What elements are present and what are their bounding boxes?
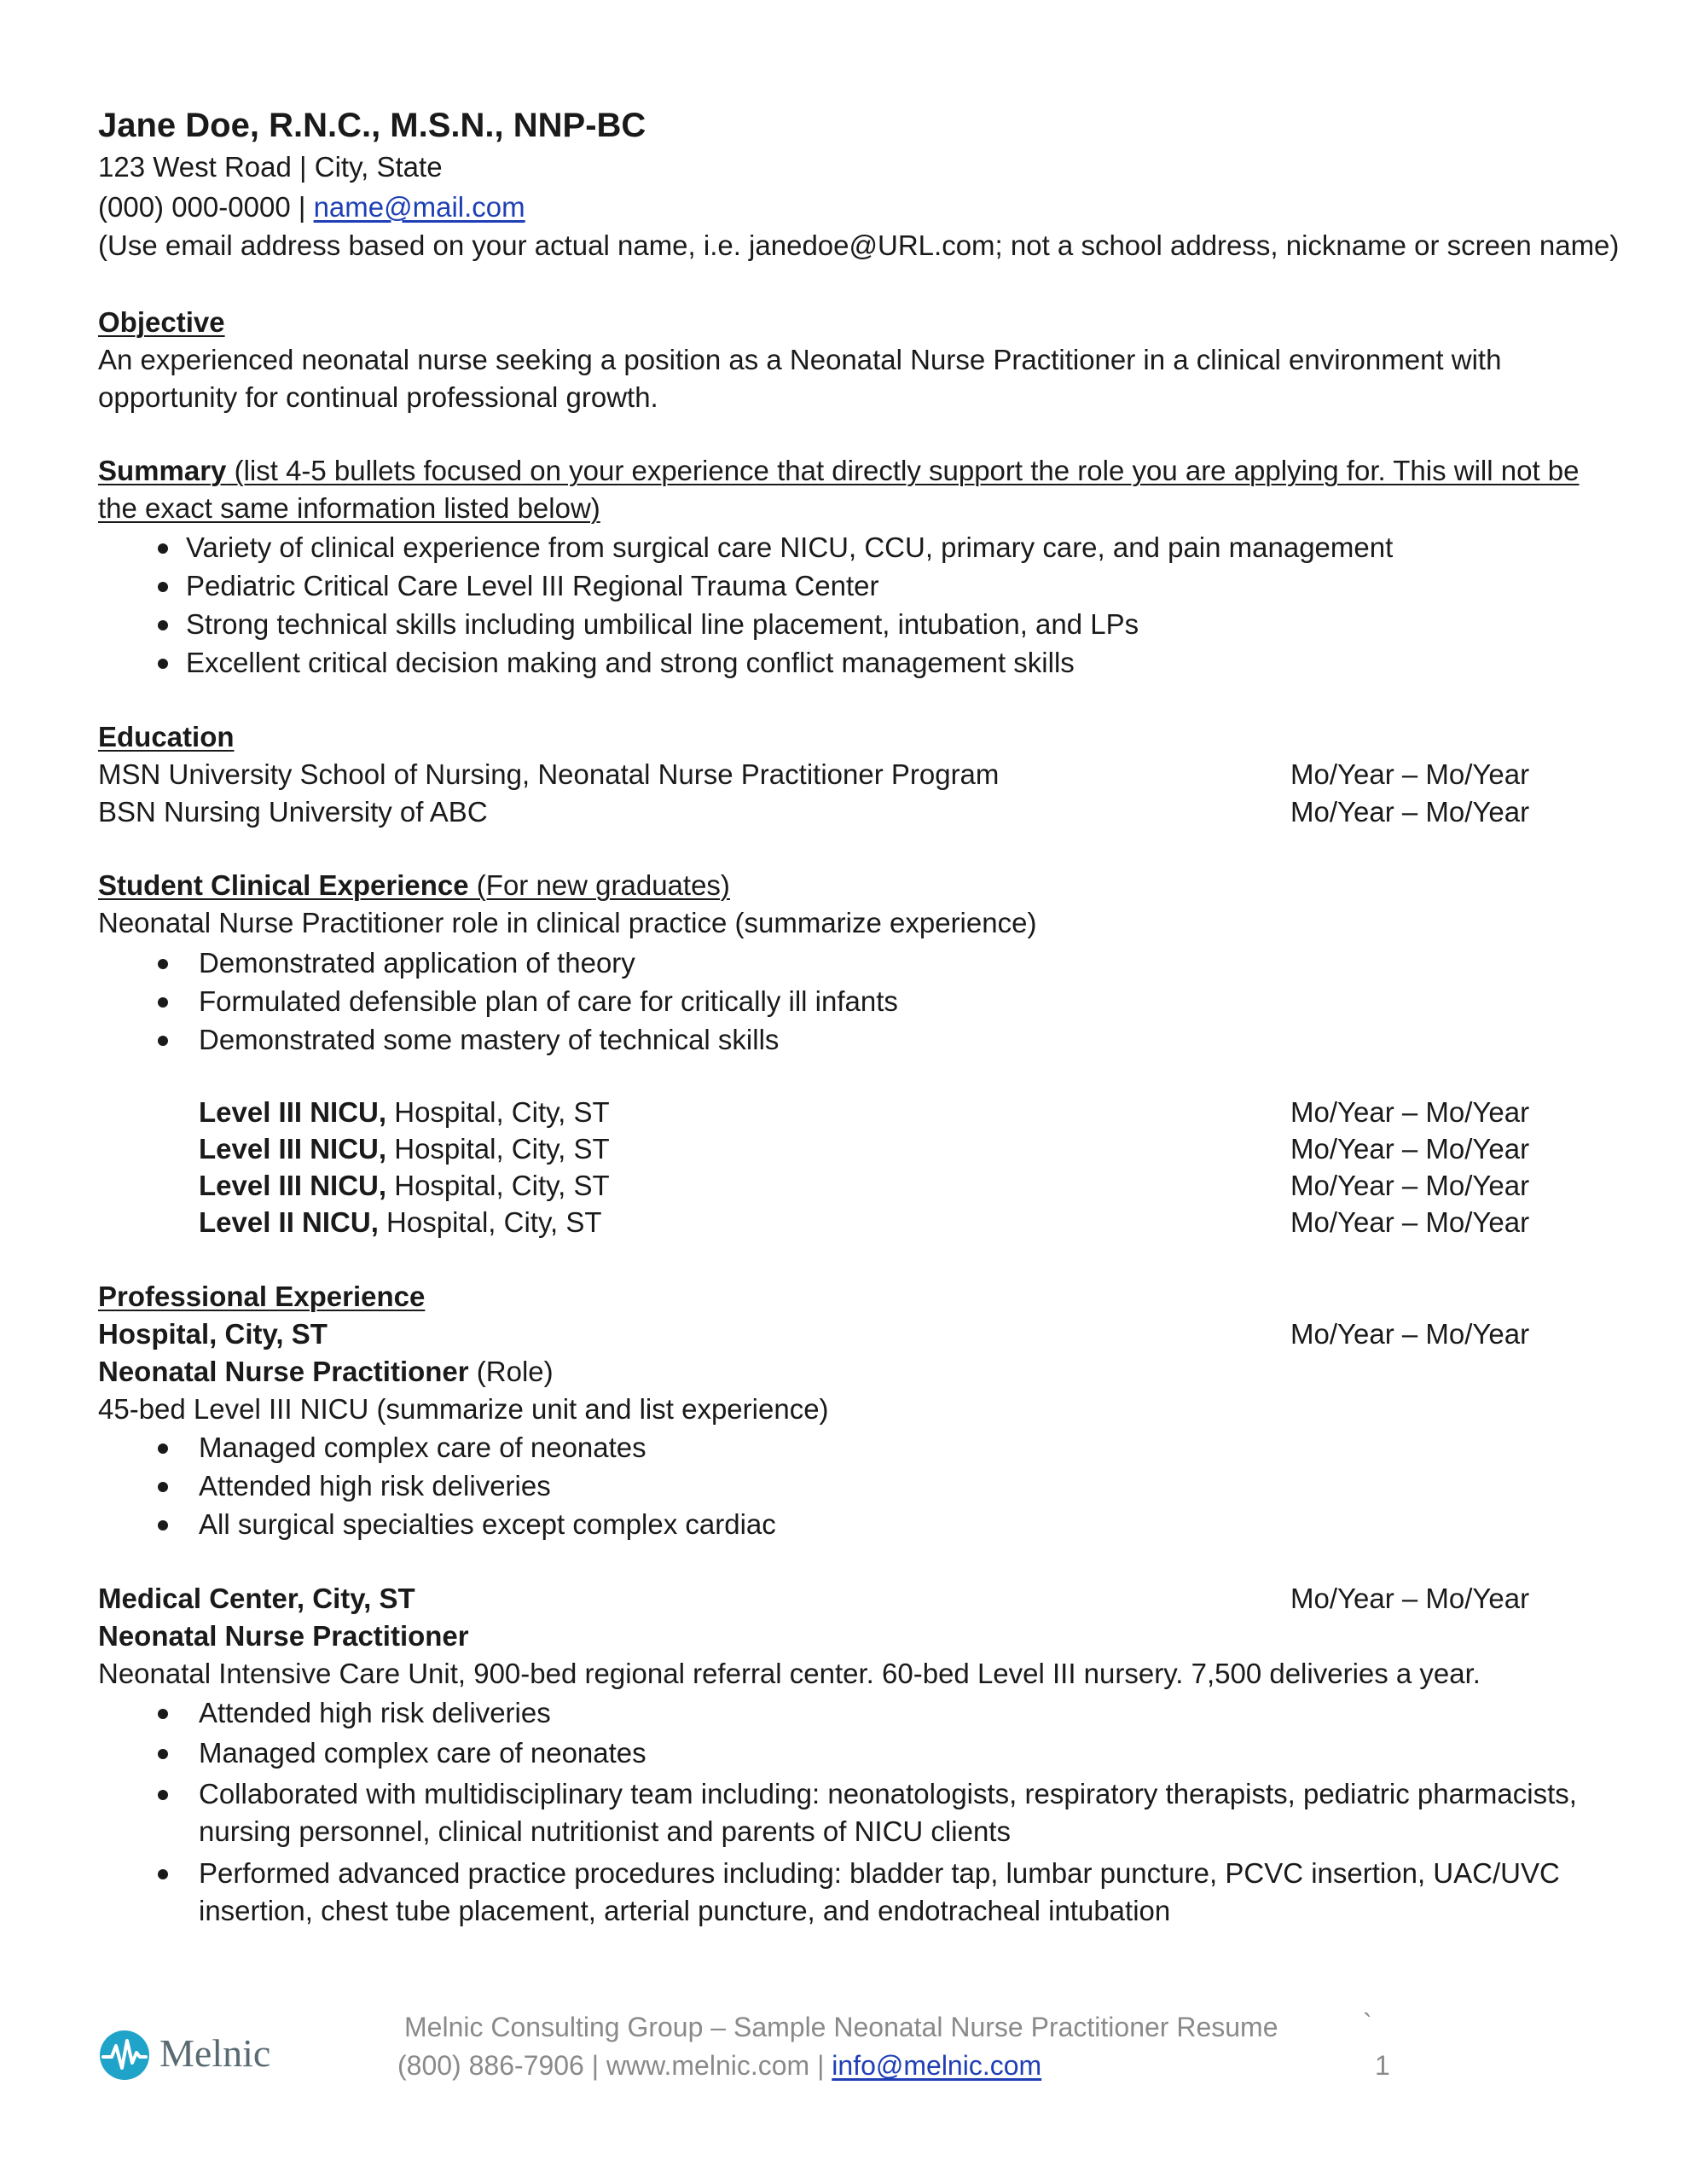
job-bullet: Collaborated with multidisciplinary team including: neonatologists, respiratory therapists, pediatric pharmacists, xyxy=(199,1778,1577,1809)
education-dates: Mo/Year – Mo/Year xyxy=(1290,796,1530,828)
bullet-icon xyxy=(158,543,168,554)
objective-text-line2: opportunity for continual professional growth. xyxy=(98,381,658,413)
education-heading: Education xyxy=(98,721,235,752)
rotation-place: Hospital, City, ST xyxy=(386,1133,610,1165)
job-title: Neonatal Nurse Practitioner xyxy=(98,1356,469,1387)
summary-heading-line xyxy=(98,452,1580,490)
summary-bullet: Variety of clinical experience from surgical care NICU, CCU, primary care, and pain management xyxy=(186,531,1394,563)
clinical-intro: Neonatal Nurse Practitioner role in clinical practice (summarize experience) xyxy=(98,907,1037,938)
rotation-row xyxy=(199,1204,602,1241)
rotation-level: Level III NICU, xyxy=(199,1096,387,1128)
job-bullet-continuation: nursing personnel, clinical nutritionist and parents of NICU clients xyxy=(199,1815,1011,1847)
bullet-icon xyxy=(158,659,168,669)
candidate-name: Jane Doe, R.N.C., M.S.N., NNP-BC xyxy=(98,107,646,144)
footer-tick: ` xyxy=(1363,2008,1372,2039)
rotation-row xyxy=(199,1167,610,1205)
email-note: (Use email address based on your actual name, i.e. janedoe@URL.com; not a school address, nickname or screen name) xyxy=(98,229,1620,261)
bullet-icon xyxy=(158,1869,168,1879)
job-bullet: Managed complex care of neonates xyxy=(199,1432,646,1463)
bullet-icon xyxy=(158,1749,168,1759)
summary-note-line2: the exact same information listed below) xyxy=(98,492,600,524)
job-title-line xyxy=(98,1353,554,1391)
footer-line1: Melnic Consulting Group – Sample Neonatal Nurse Practitioner Resume xyxy=(404,2012,1278,2042)
rotation-dates: Mo/Year – Mo/Year xyxy=(1290,1206,1530,1238)
phone: (000) 000-0000 | xyxy=(98,191,314,223)
rotation-dates: Mo/Year – Mo/Year xyxy=(1290,1133,1530,1165)
summary-bullet: Pediatric Critical Care Level III Regional Trauma Center xyxy=(186,570,879,601)
job-bullet: Attended high risk deliveries xyxy=(199,1470,551,1502)
rotation-row xyxy=(199,1130,610,1168)
job-description: 45-bed Level III NICU (summarize unit and list experience) xyxy=(98,1393,829,1425)
rotation-place: Hospital, City, ST xyxy=(378,1206,602,1238)
rotation-dates: Mo/Year – Mo/Year xyxy=(1290,1170,1530,1201)
clinical-bullet: Demonstrated some mastery of technical skills xyxy=(199,1024,780,1055)
address: 123 West Road | City, State xyxy=(98,151,443,183)
clinical-heading: Student Clinical Experience xyxy=(98,869,469,901)
clinical-heading-note: (For new graduates) xyxy=(468,869,730,901)
job-bullet: Performed advanced practice procedures including: bladder tap, lumbar puncture, PCVC insertion, UAC/UVC xyxy=(199,1857,1560,1889)
footer-contact: (800) 886-7906 | www.melnic.com | xyxy=(397,2050,832,2081)
summary-bullet: Excellent critical decision making and strong conflict management skills xyxy=(186,647,1075,678)
job-bullet: All surgical specialties except complex cardiac xyxy=(199,1508,776,1540)
footer-line2 xyxy=(397,2047,1041,2084)
summary-note-line1: (list 4-5 bullets focused on your experience that directly support the role you are applying for. This will not be xyxy=(226,455,1580,486)
bullet-icon xyxy=(158,959,168,969)
job-description: Neonatal Intensive Care Unit, 900-bed regional referral center. 60-bed Level III nursery. 7,500 deliveries a year. xyxy=(98,1658,1481,1689)
clinical-heading-line xyxy=(98,867,730,904)
objective-heading: Objective xyxy=(98,306,225,338)
education-dates: Mo/Year – Mo/Year xyxy=(1290,758,1530,790)
melnic-logo-icon xyxy=(98,2029,151,2082)
rotation-place: Hospital, City, ST xyxy=(386,1170,610,1201)
bullet-icon xyxy=(158,1443,168,1454)
bullet-icon xyxy=(158,1482,168,1492)
job-employer: Hospital, City, ST xyxy=(98,1318,328,1350)
footer-email-link[interactable]: info@melnic.com xyxy=(832,2050,1042,2081)
rotation-place: Hospital, City, ST xyxy=(386,1096,610,1128)
job-bullet: Attended high risk deliveries xyxy=(199,1697,551,1728)
professional-heading: Professional Experience xyxy=(98,1281,426,1312)
job-employer: Medical Center, City, ST xyxy=(98,1583,415,1614)
bullet-icon xyxy=(158,997,168,1008)
melnic-logo-text: Melnic xyxy=(159,2031,271,2075)
job-title-note: (Role) xyxy=(468,1356,554,1387)
email-link[interactable]: name@mail.com xyxy=(313,191,525,223)
job-dates: Mo/Year – Mo/Year xyxy=(1290,1583,1530,1614)
rotation-row xyxy=(199,1094,610,1131)
rotation-level: Level III NICU, xyxy=(199,1133,387,1165)
summary-heading: Summary xyxy=(98,455,227,486)
page-number: 1 xyxy=(1375,2050,1390,2081)
job-bullet: Managed complex care of neonates xyxy=(199,1737,646,1769)
rotation-dates: Mo/Year – Mo/Year xyxy=(1290,1096,1530,1128)
bullet-icon xyxy=(158,1036,168,1046)
objective-text-line1: An experienced neonatal nurse seeking a position as a Neonatal Nurse Practitioner in a clinical environment with xyxy=(98,344,1502,375)
summary-bullet: Strong technical skills including umbilical line placement, intubation, and LPs xyxy=(186,608,1139,640)
bullet-icon xyxy=(158,620,168,630)
education-degree: MSN University School of Nursing, Neonatal Nurse Practitioner Program xyxy=(98,758,1000,790)
job-dates: Mo/Year – Mo/Year xyxy=(1290,1318,1530,1350)
clinical-bullet: Formulated defensible plan of care for critically ill infants xyxy=(199,985,898,1017)
bullet-icon xyxy=(158,582,168,592)
job-title: Neonatal Nurse Practitioner xyxy=(98,1620,469,1652)
education-degree: BSN Nursing University of ABC xyxy=(98,796,488,828)
bullet-icon xyxy=(158,1709,168,1719)
contact-line xyxy=(98,189,525,226)
bullet-icon xyxy=(158,1520,168,1531)
job-bullet-continuation: insertion, chest tube placement, arterial puncture, and endotracheal intubation xyxy=(199,1895,1171,1926)
clinical-bullet: Demonstrated application of theory xyxy=(199,947,635,979)
rotation-level: Level III NICU, xyxy=(199,1170,387,1201)
rotation-level: Level II NICU, xyxy=(199,1206,379,1238)
bullet-icon xyxy=(158,1790,168,1800)
